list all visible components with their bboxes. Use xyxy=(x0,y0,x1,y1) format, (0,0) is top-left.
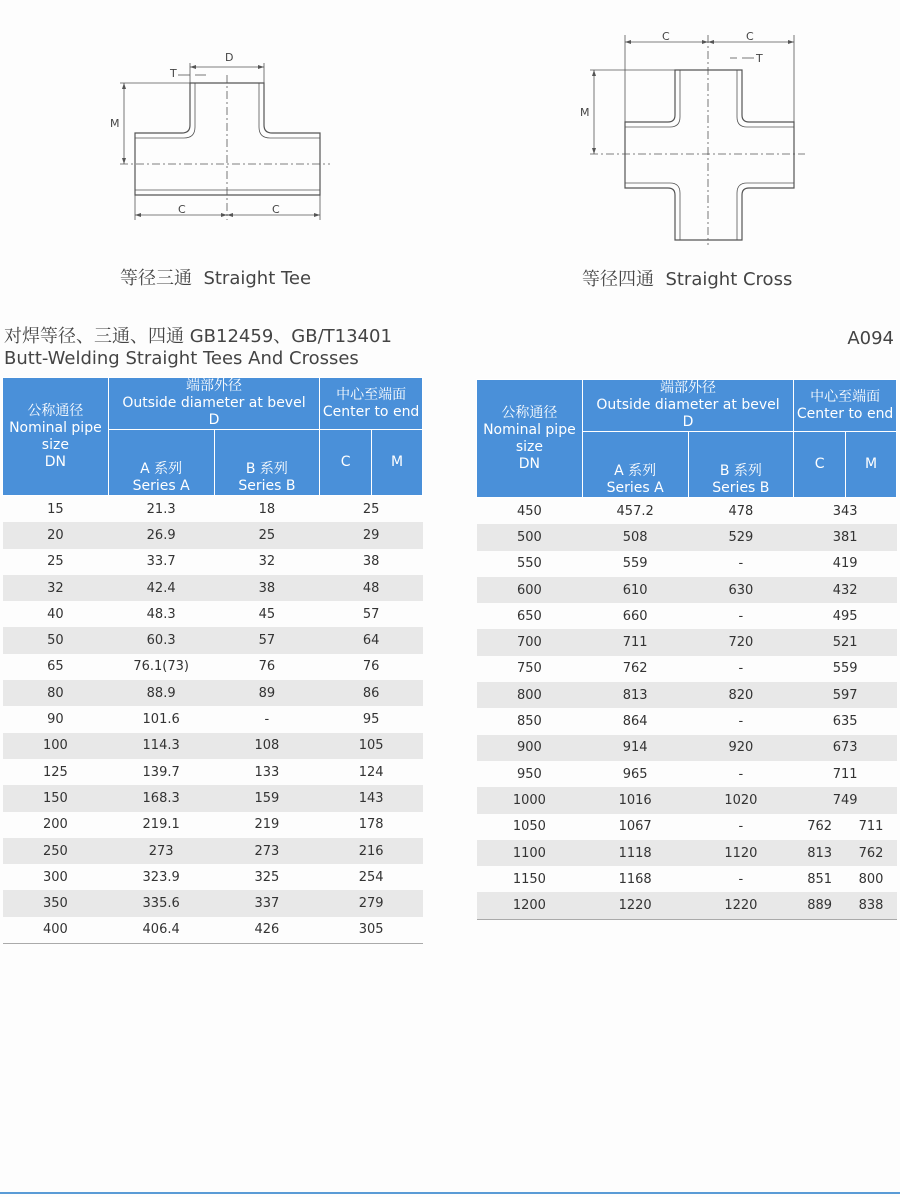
dn-cell: 32 xyxy=(3,575,109,601)
series-b-cell: 273 xyxy=(214,838,320,864)
dn-cell: 850 xyxy=(516,714,542,730)
right-spec-table xyxy=(476,379,897,920)
table-row xyxy=(3,654,423,680)
series-a-cell: 26.9 xyxy=(108,522,214,548)
dn-cell: 450 xyxy=(516,503,542,519)
dn-cell: 1150 xyxy=(512,871,546,887)
series-b-cell: 820 xyxy=(688,682,794,708)
series-a-cell: 168.3 xyxy=(108,785,214,811)
dn-cell: 65 xyxy=(47,659,64,675)
table-row xyxy=(3,496,423,523)
tee-c1-label: C xyxy=(178,203,186,216)
dn-cell: 1200 xyxy=(477,892,583,919)
cross-m-label: M xyxy=(580,106,590,119)
series-b-cell: 1120 xyxy=(688,840,794,866)
table-row xyxy=(3,601,423,627)
series-a-cell: 864 xyxy=(622,714,648,730)
table-row xyxy=(3,812,423,838)
series-b-cell: 1020 xyxy=(688,787,794,813)
series-a-cell: 88.9 xyxy=(108,680,214,706)
table-row xyxy=(477,840,897,866)
series-a-cell: 457.2 xyxy=(616,503,654,519)
c-cell: 851 xyxy=(807,871,833,887)
left-spec-table xyxy=(2,377,423,944)
dn-cell: 1050 xyxy=(512,819,546,835)
center-cell: 305 xyxy=(320,917,423,944)
od-header: 端部外径 Outside diameter at bevel D xyxy=(108,378,319,430)
center-cell: 521 xyxy=(794,629,897,655)
m-cell: 800 xyxy=(858,871,884,887)
table-row xyxy=(477,787,897,813)
catalog-code: A094 xyxy=(847,328,894,349)
series-a-header: A 系列 Series A xyxy=(582,432,688,498)
table-row xyxy=(477,866,897,892)
tee-t-label: T xyxy=(170,67,177,80)
center-cell: 48 xyxy=(320,575,423,601)
dn-cell: 15 xyxy=(47,501,64,517)
table-row xyxy=(3,522,423,548)
m-cell: 711 xyxy=(858,819,884,835)
tee-caption-cn: 等径三通 xyxy=(120,268,192,289)
series-a-cell: 813 xyxy=(582,682,688,708)
dn-cell: 800 xyxy=(477,682,583,708)
series-a-cell: 559 xyxy=(622,556,648,572)
center-cell: 64 xyxy=(320,627,423,653)
table-row xyxy=(477,498,897,525)
dn-cell: 900 xyxy=(477,735,583,761)
table-row xyxy=(477,603,897,629)
title-en: Butt-Welding Straight Tees And Crosses xyxy=(4,348,359,369)
center-cell: 57 xyxy=(362,606,380,622)
series-a-cell: 114.3 xyxy=(108,733,214,759)
table-row xyxy=(3,575,423,601)
dn-cell: 750 xyxy=(516,661,542,677)
c-cell: 813 xyxy=(794,840,846,866)
tee-c2-label: C xyxy=(272,203,280,216)
cross-c1-label: C xyxy=(662,30,670,43)
dn-cell: 50 xyxy=(3,627,109,653)
dn-cell: 700 xyxy=(477,629,583,655)
dn-cell: 1100 xyxy=(477,840,583,866)
center-cell: 105 xyxy=(320,733,423,759)
series-a-cell: 33.7 xyxy=(146,554,176,570)
dn-cell: 500 xyxy=(477,524,583,550)
series-a-header: A 系列 Series A xyxy=(108,430,214,496)
od-header: 端部外径 Outside diameter at bevel D xyxy=(582,380,793,432)
center-cell: 216 xyxy=(320,838,423,864)
series-b-cell: 133 xyxy=(254,764,280,780)
center-cell: 279 xyxy=(320,890,423,916)
center-cell: 635 xyxy=(832,714,858,730)
series-a-cell: 914 xyxy=(582,735,688,761)
dn-cell: 400 xyxy=(3,917,109,944)
center-header: 中心至端面 Center to end xyxy=(794,380,897,432)
series-b-cell: 478 xyxy=(728,503,754,519)
center-cell: 254 xyxy=(358,869,384,885)
series-b-cell: 630 xyxy=(688,577,794,603)
center-cell: 597 xyxy=(794,682,897,708)
straight-tee-diagram xyxy=(100,45,340,225)
series-a-cell: 42.4 xyxy=(108,575,214,601)
series-b-cell: 108 xyxy=(214,733,320,759)
table-row xyxy=(3,917,423,944)
series-a-cell: 60.3 xyxy=(108,627,214,653)
center-header: 中心至端面 Center to end xyxy=(320,378,423,430)
c-header: C xyxy=(794,432,846,498)
series-a-cell: 48.3 xyxy=(146,606,176,622)
dn-cell: 100 xyxy=(3,733,109,759)
dn-cell: 1000 xyxy=(477,787,583,813)
tee-m-label: M xyxy=(110,117,120,130)
series-b-header: B 系列 Series B xyxy=(214,430,320,496)
cross-caption-en: Straight Cross xyxy=(665,269,793,290)
series-b-cell: - xyxy=(738,714,744,730)
dn-cell: 150 xyxy=(3,785,109,811)
series-b-cell: - xyxy=(738,556,744,572)
dn-cell: 350 xyxy=(3,890,109,916)
center-cell: 124 xyxy=(358,764,384,780)
straight-cross-diagram xyxy=(570,30,810,245)
series-a-cell: 406.4 xyxy=(108,917,214,944)
series-a-cell: 762 xyxy=(622,661,648,677)
series-b-cell: - xyxy=(738,871,744,887)
center-cell: 25 xyxy=(362,501,380,517)
table-row xyxy=(477,682,897,708)
series-b-cell: 920 xyxy=(688,735,794,761)
series-b-header: B 系列 Series B xyxy=(688,432,794,498)
table-row xyxy=(3,785,423,811)
series-a-cell: 660 xyxy=(622,608,648,624)
series-b-cell: 32 xyxy=(258,554,276,570)
dn-cell: 250 xyxy=(3,838,109,864)
dn-cell: 25 xyxy=(47,554,64,570)
center-cell: 95 xyxy=(362,712,380,728)
dn-cell: 40 xyxy=(47,606,64,622)
center-cell: 381 xyxy=(794,524,897,550)
table-row xyxy=(477,551,897,577)
m-cell: 762 xyxy=(846,840,897,866)
series-a-cell: 1067 xyxy=(618,819,652,835)
c-cell: 889 xyxy=(794,892,846,919)
dn-cell: 950 xyxy=(516,766,542,782)
center-cell: 559 xyxy=(832,661,858,677)
series-b-cell: - xyxy=(738,661,744,677)
table-row xyxy=(477,656,897,682)
series-a-cell: 508 xyxy=(582,524,688,550)
series-a-cell: 711 xyxy=(582,629,688,655)
table-row xyxy=(477,892,897,919)
tee-caption xyxy=(120,264,311,290)
series-b-cell: - xyxy=(738,819,744,835)
table-row xyxy=(477,708,897,734)
series-b-cell: 325 xyxy=(254,869,280,885)
table-row xyxy=(3,627,423,653)
dn-cell: 600 xyxy=(477,577,583,603)
center-cell: 495 xyxy=(832,608,858,624)
center-cell: 343 xyxy=(832,503,858,519)
center-cell: 29 xyxy=(320,522,423,548)
series-a-cell: 965 xyxy=(622,766,648,782)
table-row xyxy=(477,735,897,761)
series-b-cell: 76 xyxy=(258,659,276,675)
cross-caption-cn: 等径四通 xyxy=(582,269,654,290)
tee-caption-en: Straight Tee xyxy=(203,268,312,289)
table-row xyxy=(3,838,423,864)
table-row xyxy=(477,761,897,787)
table-row xyxy=(3,549,423,575)
series-b-cell: - xyxy=(738,608,744,624)
center-cell: 749 xyxy=(794,787,897,813)
center-cell: 38 xyxy=(362,554,380,570)
center-cell: 419 xyxy=(832,556,858,572)
series-b-cell: 219 xyxy=(254,817,280,833)
m-header: M xyxy=(846,432,897,498)
center-cell: 86 xyxy=(320,680,423,706)
series-b-cell: 720 xyxy=(688,629,794,655)
page-title xyxy=(4,326,392,370)
table-row xyxy=(477,577,897,603)
m-cell: 838 xyxy=(846,892,897,919)
series-a-cell: 1016 xyxy=(582,787,688,813)
cross-caption xyxy=(582,265,792,291)
dn-cell: 90 xyxy=(47,712,64,728)
series-b-cell: 337 xyxy=(214,890,320,916)
series-a-cell: 21.3 xyxy=(146,501,176,517)
m-header: M xyxy=(372,430,423,496)
series-a-cell: 323.9 xyxy=(142,869,180,885)
series-b-cell: 18 xyxy=(258,501,276,517)
series-a-cell: 219.1 xyxy=(142,817,180,833)
center-cell: 432 xyxy=(794,577,897,603)
tee-d-label: D xyxy=(225,51,234,64)
dn-cell: 300 xyxy=(42,869,68,885)
table-row xyxy=(3,759,423,785)
series-b-cell: 38 xyxy=(214,575,320,601)
series-a-cell: 139.7 xyxy=(142,764,180,780)
center-cell: 673 xyxy=(794,735,897,761)
series-b-cell: 426 xyxy=(214,917,320,944)
series-a-cell: 1118 xyxy=(582,840,688,866)
series-b-cell: - xyxy=(738,766,744,782)
c-cell: 762 xyxy=(807,819,833,835)
dn-cell: 650 xyxy=(516,608,542,624)
nominal-size-header: 公称通径 Nominal pipe size DN xyxy=(3,378,109,496)
bottom-divider xyxy=(0,1192,900,1194)
table-row xyxy=(477,629,897,655)
table-row xyxy=(3,864,423,890)
dn-cell: 20 xyxy=(3,522,109,548)
dn-cell: 125 xyxy=(42,764,68,780)
series-b-cell: 45 xyxy=(258,606,276,622)
cross-c2-label: C xyxy=(746,30,754,43)
series-b-cell: 529 xyxy=(688,524,794,550)
series-a-cell: 335.6 xyxy=(108,890,214,916)
dn-cell: 80 xyxy=(3,680,109,706)
series-b-cell: 89 xyxy=(214,680,320,706)
nominal-size-header: 公称通径 Nominal pipe size DN xyxy=(477,380,583,498)
title-cn: 对焊等径、三通、四通 GB12459、GB/T13401 xyxy=(4,326,392,347)
series-b-cell: - xyxy=(264,712,270,728)
series-b-cell: 57 xyxy=(214,627,320,653)
table-row xyxy=(3,706,423,732)
table-row xyxy=(3,733,423,759)
series-a-cell: 1220 xyxy=(582,892,688,919)
dn-cell: 550 xyxy=(516,556,542,572)
table-row xyxy=(3,680,423,706)
series-a-cell: 1168 xyxy=(618,871,652,887)
center-cell: 143 xyxy=(320,785,423,811)
series-b-cell: 1220 xyxy=(688,892,794,919)
table-row xyxy=(3,890,423,916)
cross-t-label: T xyxy=(756,52,763,65)
series-b-cell: 159 xyxy=(214,785,320,811)
c-header: C xyxy=(320,430,372,496)
series-a-cell: 101.6 xyxy=(142,712,180,728)
center-cell: 76 xyxy=(362,659,380,675)
series-a-cell: 76.1(73) xyxy=(133,659,189,675)
series-a-cell: 610 xyxy=(582,577,688,603)
center-cell: 711 xyxy=(832,766,858,782)
table-row xyxy=(477,814,897,840)
center-cell: 178 xyxy=(358,817,384,833)
table-row xyxy=(477,524,897,550)
series-a-cell: 273 xyxy=(108,838,214,864)
series-b-cell: 25 xyxy=(214,522,320,548)
dn-cell: 200 xyxy=(42,817,68,833)
